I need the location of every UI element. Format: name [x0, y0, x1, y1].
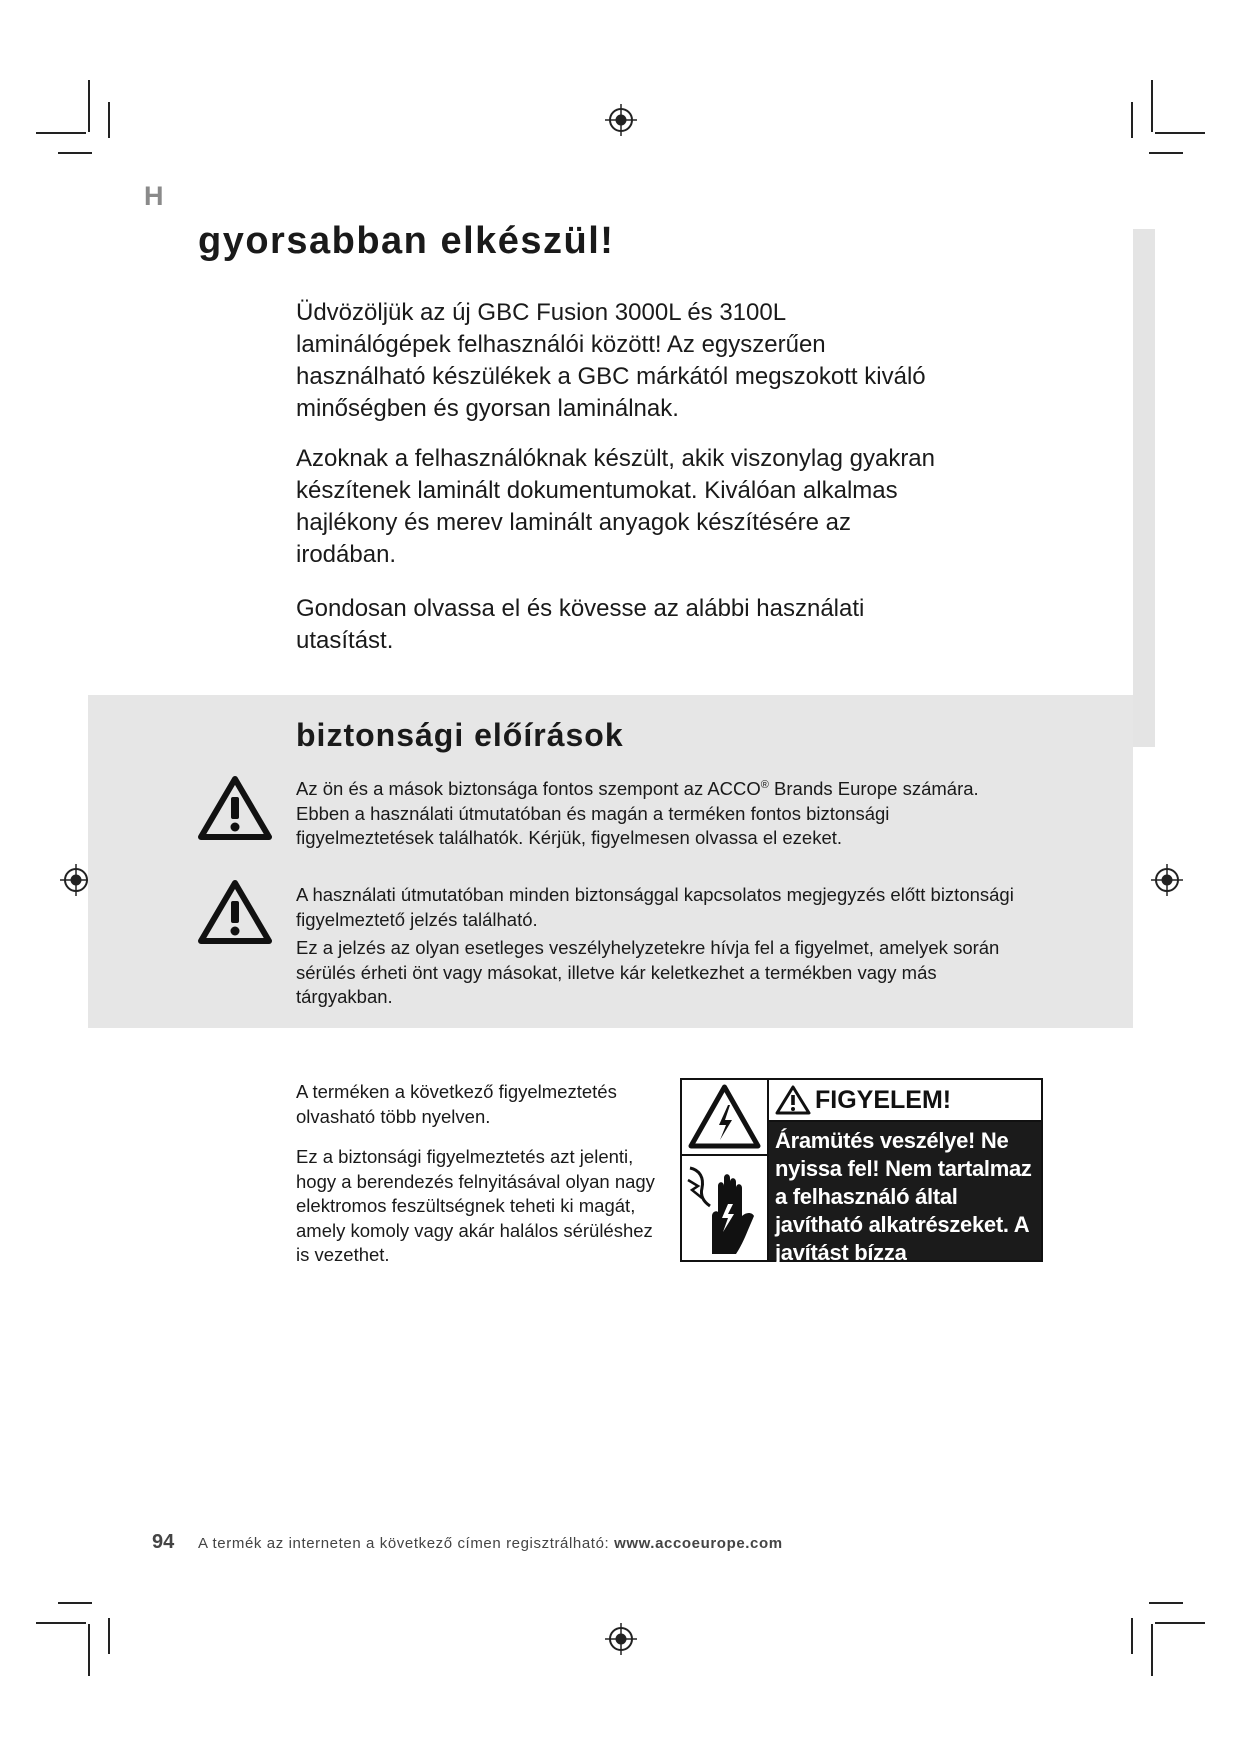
crop-mark — [36, 132, 86, 134]
safety-text: Az ön és a mások biztonsága fontos szempont az ACCO — [296, 778, 761, 799]
safety-paragraph — [296, 777, 1016, 851]
intro-paragraph: Gondosan olvassa el és kövesse az alábbi használati utasítást. — [296, 595, 865, 654]
crop-mark — [36, 1622, 86, 1624]
registration-mark-icon — [604, 103, 638, 137]
label-description: Ez a biztonsági figyelmeztetés azt jelenti, hogy a berendezés felnyitásával olyan nagy elektromos feszültségnek teheti ki magát, amely komoly vagy akár halálos sérüléshez is vezethet. — [296, 1146, 655, 1265]
warning-triangle-icon — [198, 879, 272, 945]
warning-triangle-icon — [775, 1084, 811, 1116]
side-bar-decoration — [1133, 229, 1155, 747]
crop-mark — [1149, 152, 1183, 154]
crop-mark — [1155, 132, 1205, 134]
safety-title: biztonsági előírások — [296, 717, 624, 753]
label-header-text: FIGYELEM! — [815, 1085, 952, 1114]
crop-mark — [88, 1624, 90, 1676]
crop-mark — [58, 152, 92, 154]
crop-mark — [88, 80, 90, 132]
electric-shock-warning-icon — [682, 1080, 767, 1154]
label-header — [769, 1080, 1041, 1122]
crop-mark — [108, 1618, 110, 1654]
page-title: gyorsabban elkészül! — [198, 220, 615, 262]
registration-mark-icon — [1150, 863, 1184, 897]
crop-mark — [1151, 80, 1153, 132]
page-number: 94 — [152, 1531, 175, 1553]
crop-mark — [1131, 1618, 1133, 1654]
safety-paragraph: A használati útmutatóban minden biztonsággal kapcsolatos megjegyzés előtt biztonsági figyelmeztető jelzés található. — [296, 884, 1014, 930]
registration-mark-icon — [604, 1622, 638, 1656]
language-tag: H — [144, 181, 164, 211]
label-icon-top — [682, 1080, 767, 1156]
safety-text: Brands Europe számára. Ebben a használati útmutatóban és magán a terméken fontos biztonsági figyelmeztetések találhatók. Kérjük, figyelmesen olvassa el ezeket. — [296, 778, 979, 848]
intro-paragraph: Üdvözöljük az új GBC Fusion 3000L és 3100L laminálógépek felhasználói között! Az egyszerűen használható készülékek a GBC márkától megszokott kiváló minőségben és gyorsan laminálnak. — [296, 299, 926, 422]
safety-paragraph: Ez a jelzés az olyan esetleges veszélyhelyzetekre hívja fel a figyelmet, amelyek során sérülés érheti önt vagy másokat, illetve kár keletkezhet a termékben vagy más tárgyakban. — [296, 937, 1000, 1007]
label-description: A terméken a következő figyelmeztetés olvasható több nyelven. — [296, 1081, 617, 1127]
label-icon-column — [682, 1080, 769, 1260]
warning-triangle-icon — [198, 775, 272, 841]
crop-mark — [58, 1602, 92, 1604]
crop-mark — [1131, 102, 1133, 138]
intro-paragraph: Azoknak a felhasználóknak készült, akik viszonylag gyakran készítenek laminált dokumentumokat. Kiválóan alkalmas hajlékony és merev laminált anyagok készítésére az irodában. — [296, 445, 935, 568]
crop-mark — [1155, 1622, 1205, 1624]
label-body-text: Áramütés veszélye! Ne nyissa fel! Nem tartalmaz a felhasználó által javítható alkatrészeket. A javítást bízza szakemberre. — [769, 1122, 1041, 1260]
footer-url: www.accoeurope.com — [614, 1535, 783, 1552]
warning-label — [680, 1078, 1043, 1293]
crop-mark — [108, 102, 110, 138]
registered-mark: ® — [760, 778, 769, 791]
footer-text — [198, 1535, 783, 1552]
footer-caption: A termék az interneten a következő címen regisztrálható: — [198, 1535, 615, 1552]
crop-mark — [1149, 1602, 1183, 1604]
hand-shock-icon — [682, 1156, 767, 1260]
crop-mark — [1151, 1624, 1153, 1676]
